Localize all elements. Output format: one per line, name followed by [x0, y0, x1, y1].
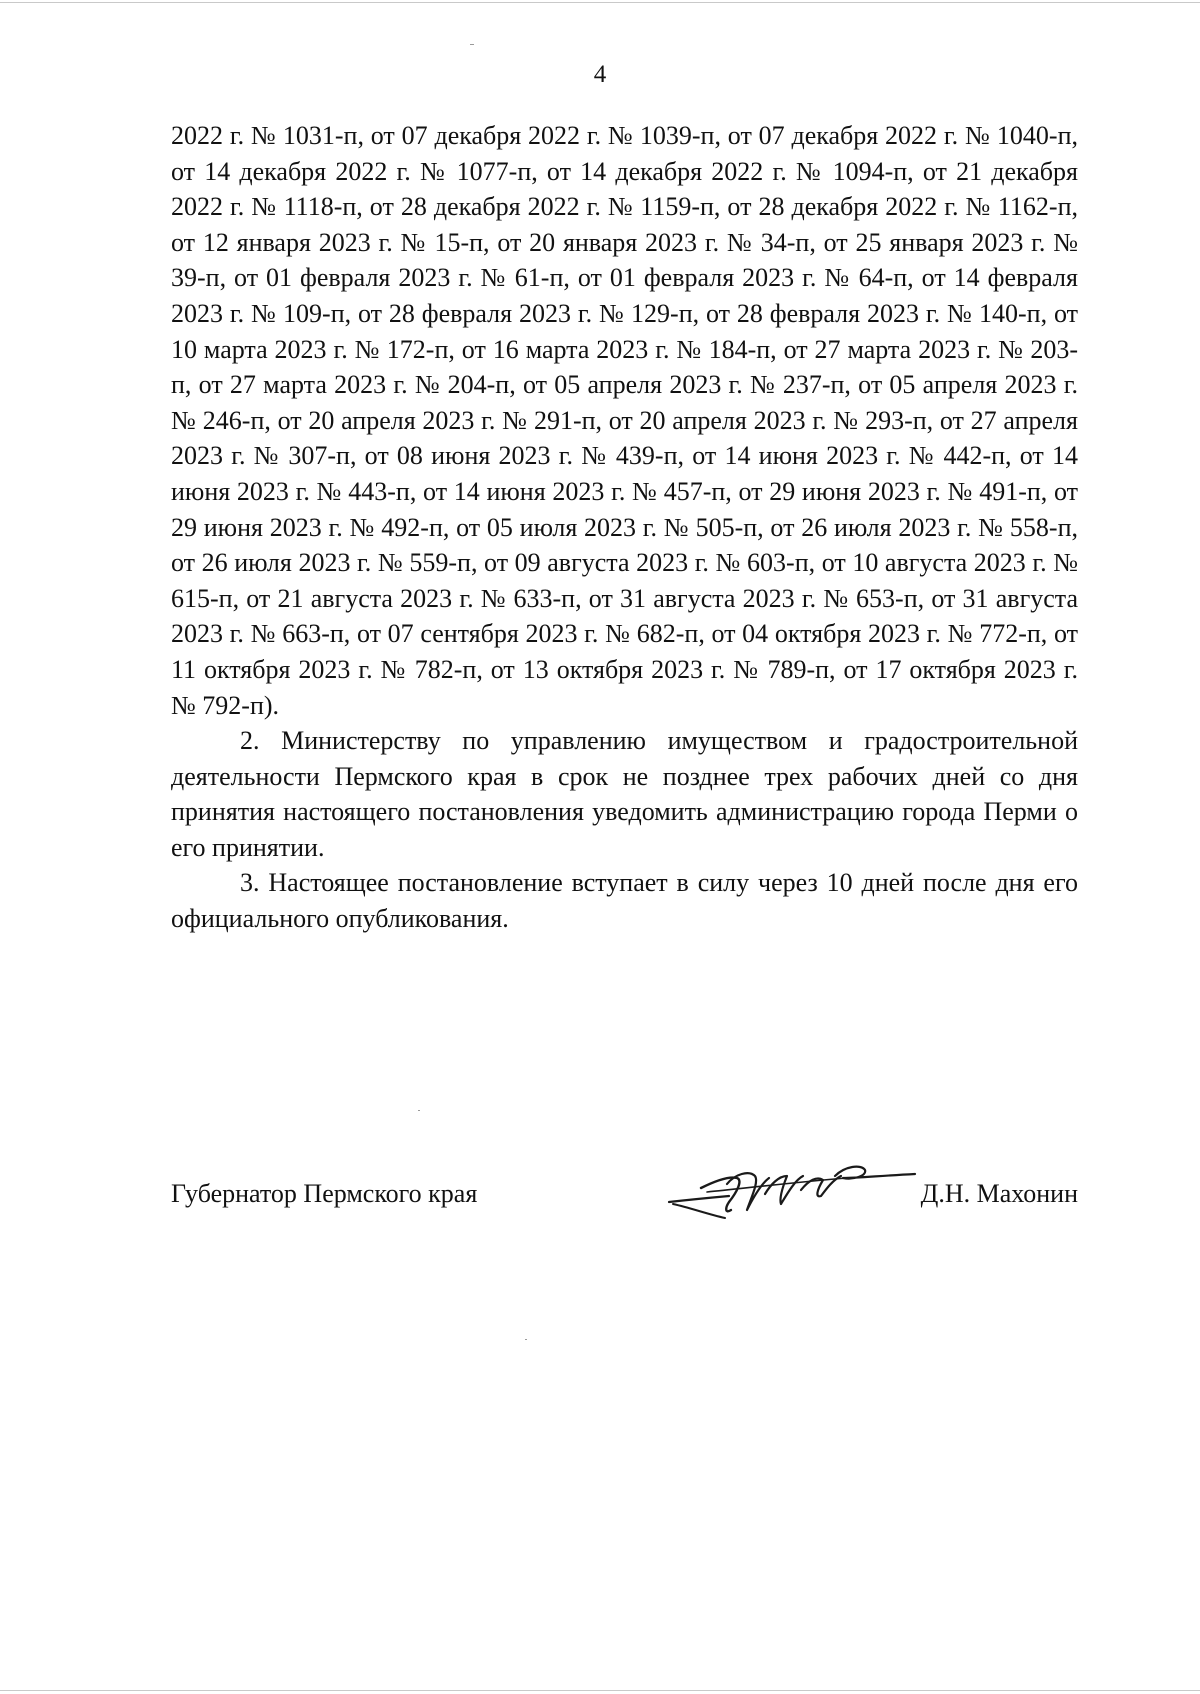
paragraph-item-3: 3. Настоящее постановление вступает в силу через 10 дней после дня его официального опубликования. [171, 868, 1078, 934]
scan-speck [525, 1339, 527, 1340]
handwritten-signature [667, 1158, 917, 1224]
document-body [171, 118, 1078, 937]
signer-name: Д.Н. Махонин [920, 1179, 1078, 1208]
signer-position: Губернатор Пермского края [171, 1179, 478, 1208]
scan-bottom-edge [0, 1690, 1200, 1691]
paragraph-item-2: 2. Министерству по управлению имуществом и градостроительной деятельности Пермского края в срок не позднее трех рабочих дней со дня принятия настоящего постановления уведомить администрацию города Перми о его принятии. [171, 726, 1078, 862]
paragraph-list-continuation: 2022 г. № 1031-п, от 07 декабря 2022 г. № 1039-п, от 07 декабря 2022 г. № 1040-п, от 14 декабря 2022 г. № 1077-п, от 14 декабря 2022 г. № 1094-п, от 21 декабря 2022 г. № 1118-п, от 28 декабря 2022 г. № 1159-п, от 28 декабря 2022 г. № 1162-п, от 12 января 2023 г. № 15-п, от 20 января 2023 г. № 34-п, от 25 января 2023 г. № 39-п, от 01 февраля 2023 г. № 61-п, от 01 февраля 2023 г. № 64-п, от 14 февраля 2023 г. № 109-п, от 28 февраля 2023 г. № 129-п, от 28 февраля 2023 г. № 140-п, от 10 марта 2023 г. № 172-п, от 16 марта 2023 г. № 184-п, от 27 марта 2023 г. № 203-п, от 27 марта 2023 г. № 204-п, от 05 апреля 2023 г. № 237-п, от 05 апреля 2023 г. № 246-п, от 20 апреля 2023 г. № 291-п, от 20 апреля 2023 г. № 293-п, от 27 апреля 2023 г. № 307-п, от 08 июня 2023 г. № 439-п, от 14 июня 2023 г. № 442-п, от 14 июня 2023 г. № 443-п, от 14 июня 2023 г. № 457-п, от 29 июня 2023 г. № 491-п, от 29 июня 2023 г. № 492-п, от 05 июля 2023 г. № 505-п, от 26 июля 2023 г. № 558-п, от 26 июля 2023 г. № 559-п, от 09 августа 2023 г. № 603-п, от 10 августа 2023 г. № 615-п, от 21 августа 2023 г. № 633-п, от 31 августа 2023 г. № 653-п, от 31 августа 2023 г. № 663-п, от 07 сентября 2023 г. № 682-п, от 04 октября 2023 г. № 772-п, от 11 октября 2023 г. № 782-п, от 13 октября 2023 г. № 789-п, от 17 октября 2023 г. № 792-п). [171, 121, 1078, 720]
signature-block [171, 1172, 1078, 1212]
scan-speck [418, 1110, 420, 1111]
page-number: 4 [593, 61, 607, 88]
scan-speck [470, 44, 474, 45]
scan-top-edge [0, 2, 1200, 3]
